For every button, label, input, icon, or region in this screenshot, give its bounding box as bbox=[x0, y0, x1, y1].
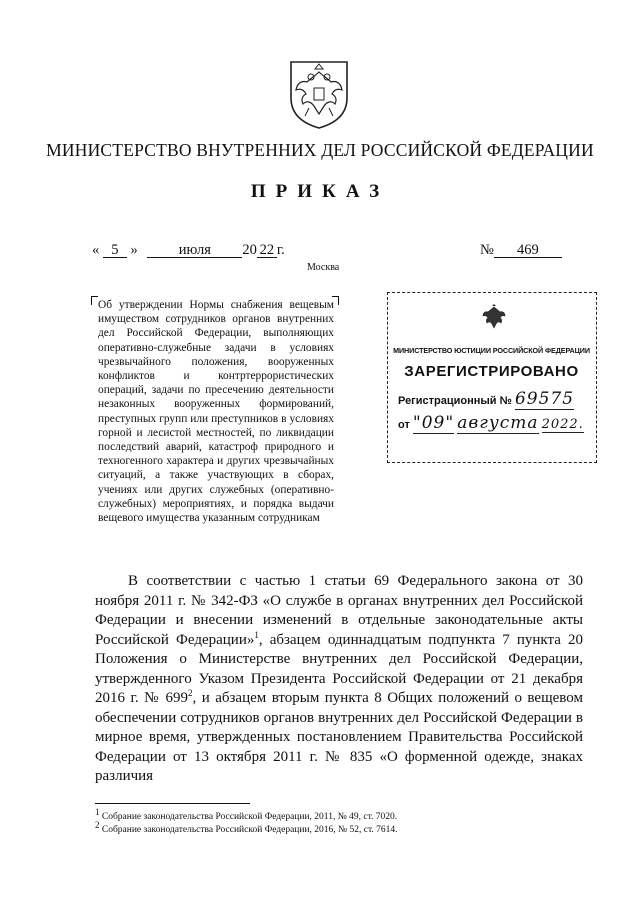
state-emblem-icon bbox=[287, 58, 351, 130]
order-number bbox=[480, 242, 562, 259]
stamp-registered: ЗАРЕГИСТРИРОВАНО bbox=[404, 363, 579, 380]
city: Москва bbox=[307, 262, 340, 273]
footnote-1: $^1$ Собрание законодательства Российской Федерации, 2011, № 49, ст. 7020. bbox=[95, 806, 398, 822]
stamp-ministry: МИНИСТЕРСТВО ЮСТИЦИИ РОССИЙСКОЙ ФЕДЕРАЦИИ bbox=[393, 346, 590, 355]
number-value: 469 bbox=[494, 243, 562, 258]
registration-stamp bbox=[387, 292, 597, 463]
stamp-date-day: "09" bbox=[412, 413, 455, 433]
stamp-date-month: августа bbox=[457, 413, 539, 433]
stamp-date-year: 2022. bbox=[541, 417, 584, 432]
footnote-ref-1: 1 bbox=[254, 629, 259, 640]
stamp-reg-label: Регистрационный № bbox=[398, 395, 512, 407]
ministry-title: МИНИСТЕРСТВО ВНУТРЕННИХ ДЕЛ РОССИЙСКОЙ ФЕДЕРАЦИИ bbox=[46, 140, 594, 160]
stamp-emblem-icon bbox=[481, 303, 507, 333]
document-type: ПРИКАЗ bbox=[250, 181, 390, 202]
footnote-2: $^2$ Собрание законодательства Российской Федерации, 2016, № 52, ст. 7614. bbox=[95, 819, 398, 835]
stamp-reg-number bbox=[398, 389, 574, 409]
body-paragraph bbox=[95, 572, 583, 787]
stamp-date-from: от bbox=[398, 419, 410, 431]
year-suffix: 22 bbox=[257, 243, 277, 258]
stamp-reg-value: 69575 bbox=[514, 389, 575, 409]
number-label: № bbox=[480, 242, 494, 258]
order-day: 5 bbox=[103, 243, 127, 258]
quote-close: » bbox=[130, 242, 138, 258]
body-text-part-2: , абзацем одиннадцатым подпункта 7 пункта 20 Положения о Министерстве внутренних дел Российской Федерации, утвержденного Указом Президента Российской Федерации от 21 декабря 2016 г. № 699 bbox=[95, 631, 583, 706]
footnote-ref-2: 2 bbox=[188, 688, 193, 698]
body-text-part-3: , и абзацем вторым пункта 8 Общих положений о вещевом обеспечении сотрудников органов внутренних дел Российской Федерации в мирное время, утвержденных постановлением Правительства Российской Федерации от 13 октября 2011 г. № 835 «О форменной одежде, знаках различия bbox=[95, 690, 583, 784]
quote-open: « bbox=[92, 242, 100, 258]
subject-bracket-left bbox=[91, 296, 98, 305]
order-date bbox=[92, 242, 285, 259]
order-month: июля bbox=[147, 243, 242, 258]
body-text-part-1: В соответствии с частью 1 статьи 69 Федерального закона от 30 ноября 2011 г. № 342-ФЗ «О службе в органах внутренних дел Российской Федерации и внесении изменений в отдельные законодательные акты Российской Федерации» bbox=[95, 573, 583, 648]
footnotes bbox=[95, 806, 398, 837]
order-subject: Об утверждении Нормы снабжения вещевым имуществом сотрудников органов внутренних дел Российской Федерации, выполняющих оперативно-служебные задачи в условиях чрезвычайного положения, вооруженных конфликтов и контртеррористических операций, задачи по пресечению деятельности незаконных вооруженных формирований, преступных групп или преступников в условиях горной и лесистой местностей, по ликвидации последствий аварий, катастроф природного и техногенного характера и других чрезвычайных ситуаций, а также участвующих в сборах, учениях или других служебных (оперативно-служебных) мероприятиях, и порядка выдачи вещевого имущества указанным сотрудникам bbox=[98, 299, 334, 525]
year-prefix: 20 bbox=[242, 242, 257, 258]
footnote-separator bbox=[95, 803, 250, 804]
year-mark: г. bbox=[276, 242, 285, 258]
stamp-date bbox=[398, 413, 584, 433]
